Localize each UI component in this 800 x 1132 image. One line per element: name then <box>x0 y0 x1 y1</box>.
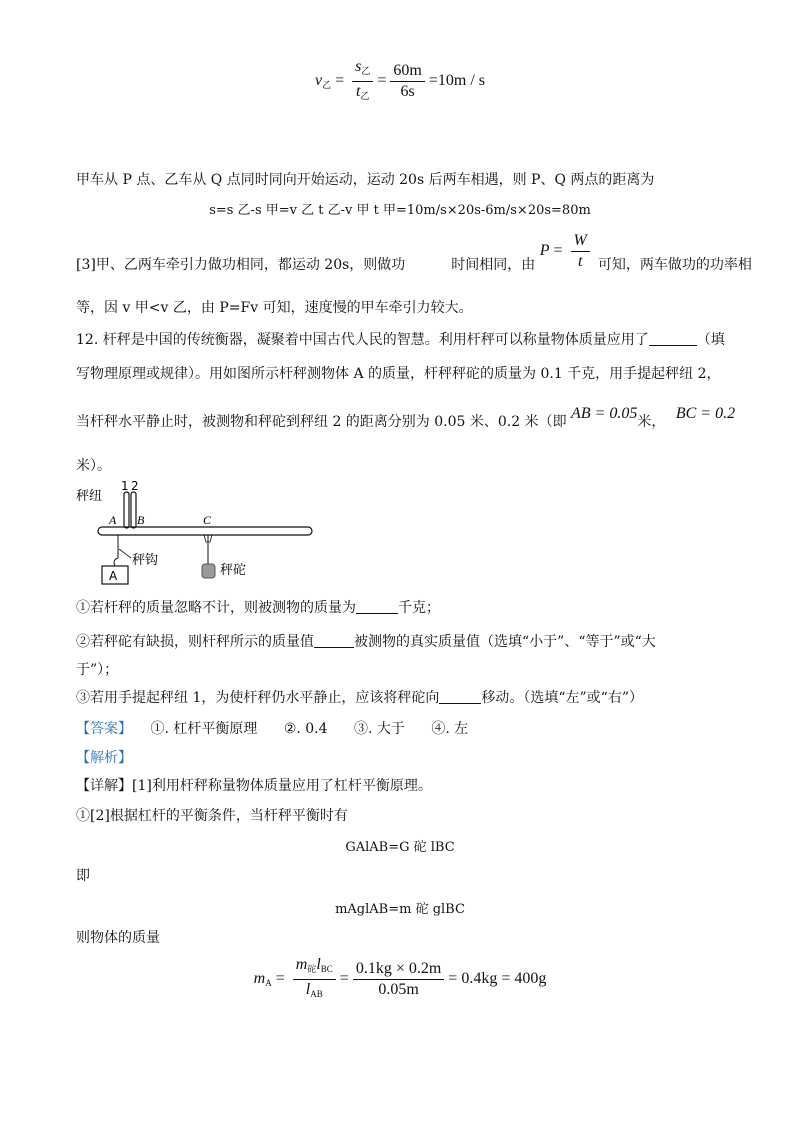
eq-v-num: s <box>355 58 362 75</box>
para2c: 可知，两车做功的功率相 <box>597 257 752 274</box>
answer-1: ①. 杠杆平衡原理 <box>150 721 258 737</box>
label-box-a: A <box>109 569 118 583</box>
detail-line-2: ①[2]根据杠杆的平衡条件，当杆秤平衡时有 <box>76 808 348 824</box>
label-1: 1 <box>121 479 129 493</box>
detail1: [1]利用杆秤称量物体质量应用了杠杆平衡原理。 <box>132 778 432 794</box>
sub3a: ③若用手提起秤纽 1，为使杆秤仍水平静止，应该将秤砣向 <box>76 690 440 706</box>
question-12-line2: 写物理原理或规律）。用如图所示杆秤测物体 A 的质量，杆秤秤砣的质量为 0.1 千克，用手提起秤纽 2， <box>76 366 721 382</box>
eq-final-result: = 0.4kg = 400g <box>448 970 547 988</box>
eq-v-lhs-sub: 乙 <box>322 80 332 91</box>
equation-g: GAlAB=G 砣 lBC <box>345 840 455 855</box>
detail-tag: 【详解】 <box>76 778 132 794</box>
question-12-line1 <box>76 330 730 350</box>
eq-final-num: m <box>295 956 308 973</box>
eq-final-num-l-sub: BC <box>320 964 333 974</box>
q12-ab-formula: AB = 0.05 <box>571 405 638 422</box>
analysis-tag: 【解析】 <box>76 750 132 766</box>
final-mass-equation: $m_A$ = $\frac{m_砣l_{BC}}{l_{AB}}$ = $\frac{0.1kg \times 0.2m}{0.05m}$ = 0.4kg = 400g <box>0 956 800 1003</box>
answer-4: ④. 左 <box>431 721 469 737</box>
paragraph-work <box>76 232 752 285</box>
para2a: [3]甲、乙两车牵引力做功相同，都运动 20s，则做功 <box>76 257 406 274</box>
answer-blank-4 <box>439 689 481 704</box>
answer-tag: 【答案】 <box>76 721 132 737</box>
distance-equation: s=s 乙-s 甲=v 乙 t 乙-v 甲 t 甲=10m/s×20s-6m/s×20s=80m <box>209 203 591 218</box>
sub-question-2-cont: 于”）； <box>76 662 119 678</box>
answer-2: ②. 0.4 <box>283 721 328 737</box>
eq-final-den-sub: AB <box>310 989 323 999</box>
steelyard-figure <box>76 478 326 590</box>
eq-v-result: =10m / s <box>428 72 486 90</box>
sub1b: 千克； <box>398 600 440 616</box>
paragraph-force: 等，因 v 甲<v 乙，由 P=Fv 可知，速度慢的甲车牵引力较大。 <box>76 300 473 316</box>
sub2b: 被测物的真实质量值（选填“小于”、“等于”或“大 <box>354 634 656 650</box>
q12-mi-text: 米， <box>637 414 666 430</box>
label-c: C <box>203 513 212 527</box>
ji-text: 即 <box>76 868 90 884</box>
beam <box>98 527 312 535</box>
loop-2 <box>131 492 136 528</box>
mass-intro: 则物体的质量 <box>76 930 160 946</box>
label-b: B <box>137 513 145 527</box>
eq-v-num2: 60m <box>390 62 424 82</box>
label-hook: 秤钩 <box>132 553 159 568</box>
sub3b: 移动。（选填“左”或“右”） <box>481 690 643 706</box>
power-formula: P = $\frac{W}{t}$ <box>540 242 598 259</box>
analysis-line <box>76 748 730 768</box>
eq-v-den: t <box>356 83 361 100</box>
answer-blank-1 <box>649 331 697 346</box>
label-2: 2 <box>131 479 139 493</box>
eq-p-num: W <box>571 232 590 252</box>
eq-v-frac2 <box>390 62 424 101</box>
answer-line <box>76 719 730 739</box>
eq-final-frac2 <box>353 960 444 999</box>
eq-final-num-l: l <box>316 956 321 973</box>
answer-3: ③. 大于 <box>353 721 405 737</box>
eq-final-den2: 0.05m <box>378 981 419 998</box>
eq-final-num-sub: 砣 <box>307 964 317 974</box>
weight <box>202 564 215 578</box>
label-weight: 秤砣 <box>220 563 247 578</box>
para2b: 时间相同，由 <box>451 257 536 274</box>
sub2a: ②若秤砣有缺损，则杆秤所示的质量值 <box>76 634 314 650</box>
eq-v-num-sub: 乙 <box>361 66 371 76</box>
question-12-line3 <box>76 405 736 432</box>
detail-line <box>76 776 730 796</box>
sub1a: ①若杆秤的质量忽略不计，则被测物的质量为 <box>76 600 356 616</box>
eq-final-lhs: m <box>253 970 266 988</box>
question-12-line4: 米）。 <box>76 458 111 474</box>
velocity-equation: $v_乙$ = $\frac{s_乙}{t_乙}$ = $\frac{60m}{6s}$ =10m / s <box>0 58 800 105</box>
q12-bc-formula: BC = 0.2 <box>675 405 736 422</box>
eq-v-lhs: v <box>314 72 323 90</box>
answer-blank-3 <box>314 633 354 648</box>
paragraph-distance: 甲车从 P 点、乙车从 Q 点同时同向开始运动，运动 20s 后两车相遇，则 P、Q 两点的距离为 <box>76 172 655 188</box>
eq-v-frac1 <box>352 58 373 105</box>
q12-line1-text: 12. 杆秤是中国的传统衡器，凝聚着中国古代人民的智慧。利用杆秤可以称量物体质量应用了 <box>76 332 649 348</box>
label-a: A <box>109 513 117 527</box>
eq-p-den: t <box>577 253 583 270</box>
eq-final-lhs-sub: A <box>265 978 272 989</box>
q12-line3-text: 当杆秤水平静止时，被测物和秤砣到秤纽 2 的距离分别为 0.05 米、0.2 米（即 <box>76 414 567 430</box>
eq-v-den-sub: 乙 <box>360 91 370 101</box>
loop-1 <box>124 492 129 528</box>
eq-final-num2: 0.1kg × 0.2m <box>353 960 444 980</box>
equation-m: mAglAB=m 砣 glBC <box>335 902 465 917</box>
hook <box>114 558 118 566</box>
answer-blank-2 <box>356 599 398 614</box>
eq-final-frac1 <box>293 956 336 1003</box>
steelyard-diagram <box>76 478 326 590</box>
sub-question-3 <box>76 688 730 708</box>
eq-p-lhs: P <box>539 242 550 260</box>
eq-final-den: l <box>305 981 311 998</box>
q12-line1-end: （填 <box>696 332 725 348</box>
eq-v-den2: 6s <box>400 83 415 100</box>
sub-question-2 <box>76 632 730 652</box>
hook-pointer <box>119 549 131 558</box>
label-niu: 秤纽 <box>76 489 103 504</box>
sub-question-1 <box>76 598 730 618</box>
